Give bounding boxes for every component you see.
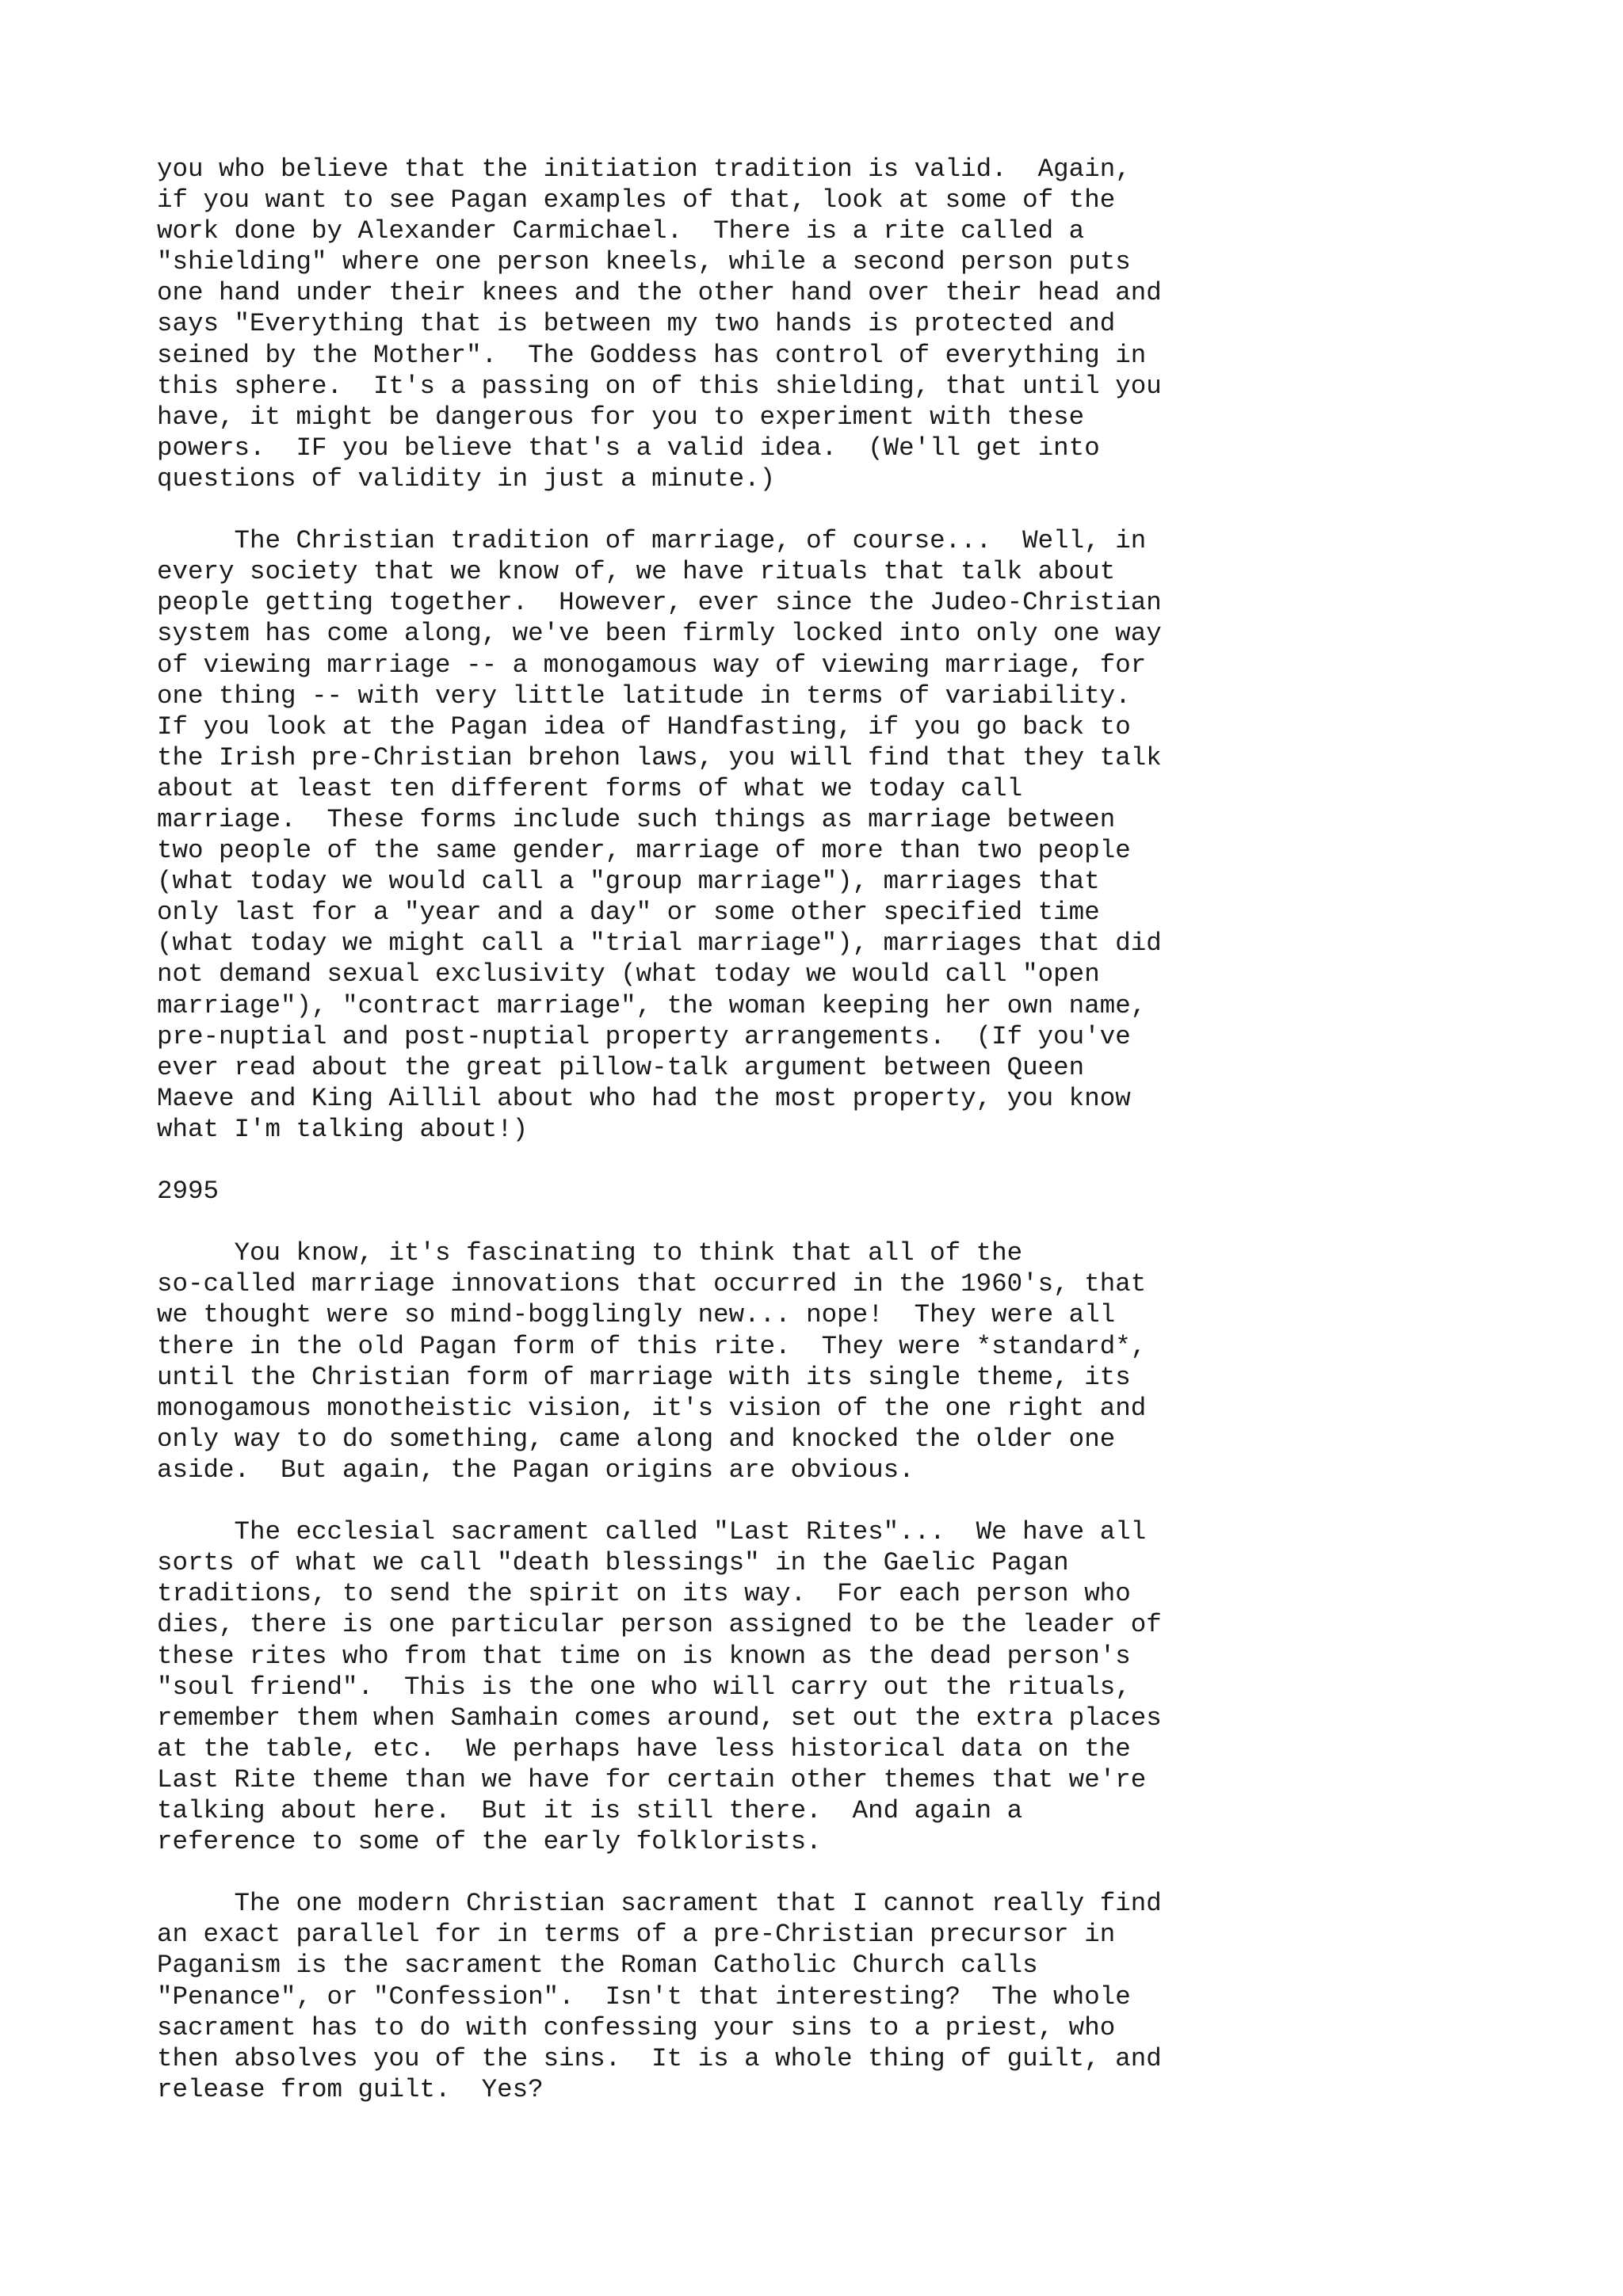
paragraph-initiation-shielding: you who believe that the initiation tradition is valid. Again, if you want to see Pagan examples of that, look at some of the work done by Alexander Carmichael. There is a rite called a "shielding" where one person kneels, while a second person puts one hand under their knees and the other hand over their head and says "Everything that is between my two hands is protected and seined by the Mother". The Goddess has control of everything in this sphere. It's a passing on of this shielding, that until you have, it might be dangerous for you to experiment with these powers. IF you believe that's a valid idea. (We'll get into questions of validity in just a minute.) [157, 154, 1162, 494]
paragraph-penance-confession: The one modern Christian sacrament that I cannot really find an exact parallel for in terms of a pre-Christian precursor in Paganism is the sacrament the Roman Catholic Church calls "Penance", or "Confession". Isn't that interesting? The whole sacrament has to do with confessing your sins to a priest, who then absolves you of the sins. It is a whole thing of guilt, and release from guilt. Yes? [157, 1889, 1162, 2104]
document-page [157, 154, 1583, 2136]
paragraph-christian-marriage: The Christian tradition of marriage, of course... Well, in every society that we know of, we have rituals that talk about people getting together. However, ever since the Judeo-Christian system has come along, we've been firmly locked into only one way of viewing marriage -- a monogamous way of viewing marriage, for one thing -- with very little latitude in terms of variability. If you look at the Pagan idea of Handfasting, if you go back to the Irish pre-Christian brehon laws, you will find that they talk about at least ten different forms of what we today call marriage. These forms include such things as marriage between two people of the same gender, marriage of more than two people (what today we would call a "group marriage"), marriages that only last for a "year and a day" or some other specified time (what today we might call a "trial marriage"), marriages that did not demand sexual exclusivity (what today we would call "open marriage"), "contract marriage", the woman keeping her own name, pre-nuptial and post-nuptial property arrangements. (If you've ever read about the great pillow-talk argument between Queen Maeve and King Aillil about who had the most property, you know what I'm talking about!) [157, 526, 1162, 1144]
page-number: 2995 [157, 1177, 220, 1207]
paragraph-marriage-innovations: You know, it's fascinating to think that all of the so-called marriage innovations that occurred in the 1960's, that we thought were so mind-bogglingly new... nope! They were all there in the old Pagan form of this rite. They were *standard*, until the Christian form of marriage with its single theme, its monogamous monotheistic vision, it's vision of the one right and only way to do something, came along and knocked the older one aside. But again, the Pagan origins are obvious. [157, 1238, 1147, 1485]
paragraph-last-rites: The ecclesial sacrament called "Last Rites"... We have all sorts of what we call "death blessings" in the Gaelic Pagan traditions, to send the spirit on its way. For each person who dies, there is one particular person assigned to be the leader of these rites who from that time on is known as the dead person's "soul friend". This is the one who will carry out the rituals, remember them when Samhain comes around, set out the extra places at the table, etc. We perhaps have less historical data on the Last Rite theme than we have for certain other themes that we're talking about here. But it is still there. And again a reference to some of the early folklorists. [157, 1517, 1162, 1857]
